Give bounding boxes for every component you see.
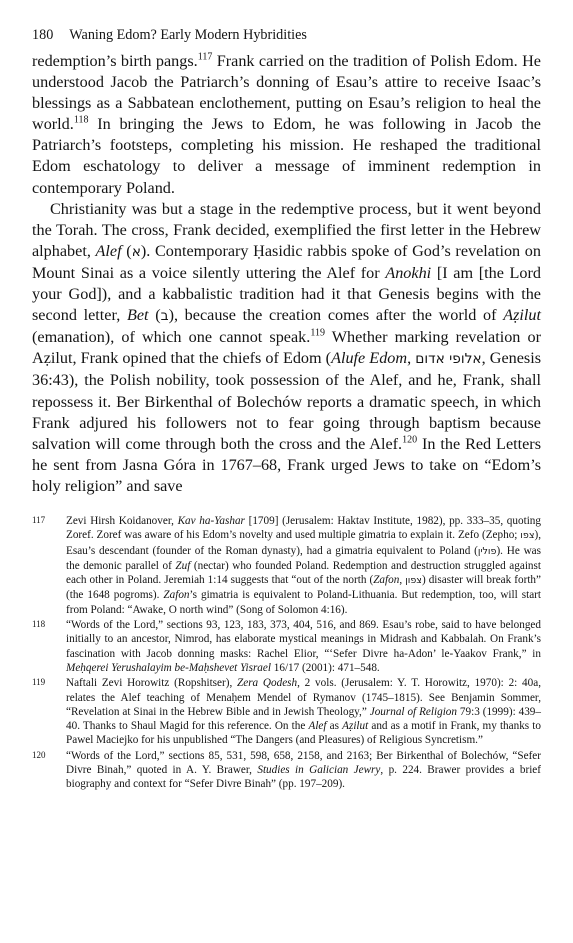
- text-run: , 2 vols. (Jerusalem: Y. T. Horowitz, 1970): 2: 40a, relates the Alef teaching of Menaḥem Mendel of Rymanov (1745–1815). See Benjamin Sommer, “Revelation at Sinai in the Hebrew Bible and in Jewish Theology,”: [66, 677, 541, 718]
- text-run: ). He was the demonic parallel of: [66, 544, 541, 572]
- hebrew-text: פולין: [477, 545, 497, 557]
- text-run: , Genesis 36:43), the Polish nobility, took possession of the Alef, and he, Frank, shall repossess it. Ber Birkenthal of Bolechów reports a dramatic speech, in which Frank adjured his followers not to fear going through baptism because salvation will come through both the cross and the Alef.: [32, 349, 541, 453]
- text-run: “Words of the Lord,” sections 85, 531, 598, 658, 2158, and 2163; Ber Birkenthal of Bolechów, “Sefer Divre Binah,” quoted in A. Y. Brawer,: [66, 749, 541, 777]
- main-text: [32, 51, 541, 497]
- running-title: Waning Edom? Early Modern Hybridities: [69, 27, 307, 43]
- footnote-ref: 119: [310, 327, 325, 339]
- footnote-number: 118: [32, 619, 46, 630]
- page-number: 180: [32, 27, 54, 43]
- italic-run: Aẓilut: [342, 720, 369, 733]
- italic-run: Alufe Edom: [331, 349, 408, 368]
- hebrew-text: צפו: [520, 530, 535, 542]
- italic-run: Zuf: [175, 559, 191, 572]
- italic-run: Zera Qodesh: [237, 677, 298, 690]
- footnote: [32, 514, 541, 617]
- footnote: [32, 749, 541, 792]
- text-run: ). Contemporary Ḥasidic rabbis spoke of God’s revelation on Mount Sinai as a voice silently uttering the Alef for: [32, 241, 541, 282]
- text-run: (emanation), of which one cannot speak.: [32, 328, 311, 347]
- text-run: In bringing the Jews to Edom, he was following in Jacob the Patriarch’s footsteps, completing his mission. He reshaped the traditional Edom eschatology to deliver a message of imminent redemption in contemporary Poland.: [32, 115, 541, 197]
- italic-run: Zafon: [373, 574, 400, 587]
- text-run: Whether marking revelation or Aẓilut, Frank opined that the chiefs of Edom (: [32, 328, 541, 368]
- italic-run: Bet: [126, 306, 149, 325]
- footnote-number: 117: [32, 515, 46, 525]
- text-run: Christianity was but a stage in the redemptive process, but it went beyond the Torah. The cross, Frank decided, exemplified the first letter in the Hebrew alphabet,: [32, 199, 541, 260]
- italic-run: Alef: [95, 241, 122, 260]
- text-run: , p. 224. Brawer provides a brief biography and context for “Sefer Divre Binah” (pp. 197–209).: [66, 764, 541, 791]
- italic-run: Journal of Religion: [369, 705, 457, 718]
- italic-run: Anokhi: [385, 263, 432, 282]
- footnote-ref: 118: [73, 114, 89, 126]
- paragraph: [32, 51, 541, 199]
- text-run: redemption’s birth pangs.: [32, 52, 198, 70]
- text-run: Frank carried on the tradition of Polish Edom. He understood Jacob the Patriarch’s donning of Esau’s attire to receive Isaac’s blessings as a Sabbatean enclothement, putting on Esau’s religion to heal the world.: [32, 52, 541, 134]
- text-run: ,: [399, 574, 406, 587]
- text-run: 16/17 (2001): 471–548.: [270, 661, 380, 674]
- footnote: [32, 676, 541, 747]
- text-run: as: [326, 720, 343, 733]
- text-run: (: [121, 241, 132, 260]
- text-run: [I am [the Lord your God]), and a kabbalistic tradition had it that Genesis begins with the second letter,: [32, 263, 541, 325]
- hebrew-text: אלופי אדום: [415, 351, 482, 368]
- text-run: Naftali Zevi Horowitz (Ropshitser),: [66, 677, 238, 690]
- italic-run: Studies in Galician Jewry: [257, 764, 381, 777]
- paragraph: [32, 199, 541, 497]
- text-run: (nectar) who founded Poland. Redemption and destruction struggled against each other in Poland. Jeremiah 1:14 suggests that “out of the north (: [66, 559, 541, 587]
- text-run: ) disaster will break forth” (the 1648 pogroms).: [66, 574, 541, 602]
- italic-run: Meḥqerei Yerushalayim be-Maḥshevet Yisrael: [66, 661, 271, 674]
- footnote-ref: 117: [197, 51, 213, 63]
- text-run: ), Esau’s descendant (founder of the Roman dynasty), had a gimatria equivalent to Poland (: [66, 529, 541, 557]
- text-run: ,: [407, 349, 416, 368]
- text-run: (: [148, 306, 161, 325]
- text-run: ’s gimatria is equivalent to Poland-Lithuania. But redemption, too, will start from Poland: “Awake, O north wind” (Song of Solomon 4:16).: [66, 589, 542, 616]
- footnote-ref: 120: [402, 434, 418, 446]
- italic-run: Aẓilut: [503, 306, 541, 325]
- hebrew-text: א: [131, 243, 141, 260]
- text-run: [1709] (Jerusalem: Haktav Institute, 1982), pp. 333–35, quoting Zoref. Zoref was aware of his Edom’s novelty and used multiple gimatria to explain it. Zefo (Zepho;: [66, 515, 541, 542]
- running-header: [32, 27, 307, 44]
- hebrew-text: צפון: [405, 575, 422, 587]
- footnote: [32, 618, 541, 675]
- text-run: 79:3 (1999): 439–40. Thanks to Shaul Magid for this reference. On the: [66, 705, 541, 733]
- italic-run: Kav ha-Yashar: [177, 515, 245, 527]
- italic-run: Alef: [308, 720, 327, 733]
- footnote-number: 119: [32, 677, 46, 688]
- text-run: Zevi Hirsh Koidanover,: [66, 515, 178, 527]
- text-run: and as a motif in Frank, my thanks to Pawel Maciejko for his unpublished “The Dangers (and Pleasures) of Religious Syncretism.”: [66, 720, 541, 747]
- footnote-number: 120: [32, 749, 46, 760]
- hebrew-text: ב: [160, 308, 169, 325]
- text-run: “Words of the Lord,” sections 93, 123, 183, 373, 404, 516, and 869. Esau’s robe, said to have belonged initially to an ancestor, Nimrod, has elaborate mystical meanings in Midrash and Kabbalah. On Frank’s fascination with Jacob donning masks: Rachel Elior, “‘Sefer Divre ha-Adon’ le-Yaakov Frank,” in: [66, 619, 541, 660]
- text-run: ), because the creation comes after the world of: [168, 306, 504, 325]
- italic-run: Zafon: [163, 589, 190, 602]
- text-run: In the Red Letters he sent from Jasna Góra in 1767–68, Frank urged Jews to take on “Edom’s holy religion” and save: [32, 434, 541, 495]
- footnotes: [32, 514, 541, 793]
